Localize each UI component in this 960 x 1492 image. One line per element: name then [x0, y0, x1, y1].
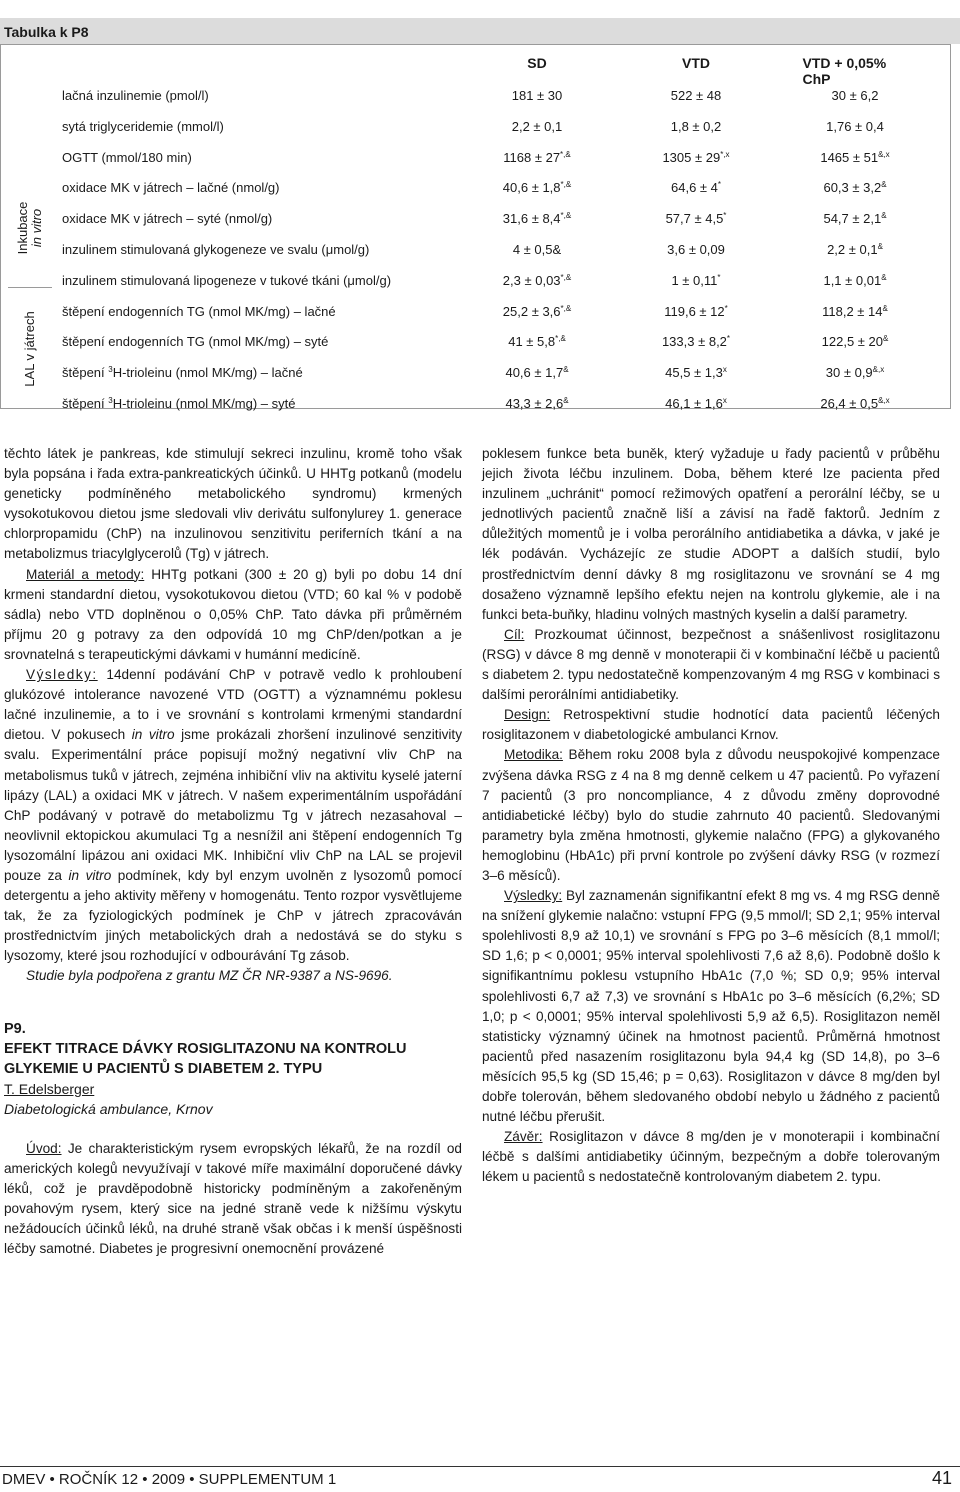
cell-chp [823, 180, 886, 195]
cell-sup: *,x [720, 150, 730, 159]
table-caption: Tabulka k P8 [4, 24, 89, 40]
left-column [4, 444, 462, 1259]
cell-sup: & [883, 334, 889, 343]
group-label-inkubace [16, 202, 44, 255]
cell-vtd [671, 119, 722, 134]
abstract-title: EFEKT TITRACE DÁVKY ROSIGLITAZONU NA KONTROLU GLYKEMIE U PACIENTŮ S DIABETEM 2. TYPU [4, 1040, 407, 1077]
cell-sup: * [724, 304, 728, 313]
group-line1: LAL v játrech [22, 311, 37, 387]
intro-section [4, 1139, 462, 1260]
cell-value: 26,4 ± 0,5 [820, 396, 879, 411]
cell-value: 40,6 ± 1,7 [505, 365, 564, 380]
row-label-text: oxidace MK v játrech – lačné (nmol/g) [62, 180, 280, 195]
cell-value: 54,7 ± 2,1 [823, 211, 882, 226]
cell-vtd [667, 242, 725, 257]
cell-sup: *,& [560, 150, 571, 159]
row-label-text: OGTT (mmol/180 min) [62, 150, 192, 165]
cell-sup: * [726, 334, 731, 343]
intro-text: Je charakteristickým rysem evropských lékařů, že na rozdíl od amerických kolegů nevyužívají v takové míře maximální doporučené dávky léků, což je pravděpodobně historicky podmíněným a zakořeněným povahovým rysem, který sice na jedné straně vede k nižšímu výskytu nežádoucích účinků léků, na druhé straně však občas i k menší úspěšnosti léčby samotné. Diabetes je progresivní onemocnění provázené [4, 1140, 462, 1257]
row-label-text: štěpení endogenních TG (nmol MK/mg) – syté [62, 334, 329, 349]
row-label [62, 396, 296, 411]
cell-value: 1,8 ± 0,2 [670, 119, 722, 134]
cell-sd [503, 304, 571, 319]
aim-text: Prozkoumat účinnost, bezpečnost a snášenlivost rosiglitazonu (RSG) v dávce 8 mg denně v monoterapii či v kombinační léčbě u pacientů s diabetem 2. typu nedostatečně kompenzovaným 4 mg RSG v kombinaci s dalšími perorálními antidiabetiky. [482, 626, 940, 703]
cell-value: 133,3 ± 8,2 [661, 334, 727, 349]
cell-value: 1,76 ± 0,4 [826, 119, 884, 134]
header-vtd: VTD [682, 55, 710, 71]
row-label [62, 150, 192, 165]
group-label-lal [23, 311, 37, 386]
cell-vtd [671, 88, 722, 103]
results2-text: Byl zaznamenán signifikantní efekt 8 mg vs. 4 mg RSG denně na snížení glykemie nalačno: vstupní FPG (9,5 mmol/l; SD 2,1; 95% interval spolehlivosti 8,9 až 10,1) ve srovnání s FPG po 3–6 měsících (8,1 mmol/l; SD 1,6; p < 0,0001; 95% interval spolehlivosti 7,6 až 8,6). Podobně došlo k signifikantnímu poklesu vstupního HbA1c (7,0 %; SD 0,9; 95% interval spolehlivosti 6,7 až 7,3) ve srovnání s HbA1c po 3–6 měsících (6,2%; SD 1,0; p < 0,0001; 95% interval spolehlivosti 5,9 až 6,5). Rosiglitazon neměl statisticky významný účinek na hmotnost pacientů. Průměrná hmotnost pacientů před nasazením rosiglitazonu byla 94,4 kg (SD 14,8), po 3–6 měsících 95,5 kg (SD 15,46; p = 0,63). Rosiglitazon v dávce 8 mg/den byl dobře tolerován, během sledovaného období nebylo u žádného z pacientů nutné léčbu přerušit. [482, 888, 940, 1125]
cell-value: 2,3 ± 0,03 [502, 273, 561, 288]
cell-value: 30 ± 6,2 [831, 88, 879, 103]
cell-value: 119,6 ± 12 [664, 304, 725, 319]
right-column [482, 444, 940, 1187]
cell-value: 2,2 ± 0,1 [827, 242, 878, 257]
cell-sup: * [723, 211, 727, 220]
cell-value: 60,3 ± 3,2 [823, 180, 882, 195]
cell-sup: & [877, 242, 883, 251]
cell-sd [503, 150, 570, 165]
cell-sd [508, 334, 566, 349]
row-label [62, 88, 209, 103]
results-italic: in vitro [68, 867, 112, 883]
cell-sup: *,& [560, 180, 572, 189]
results-label: Výsledky: [26, 667, 98, 683]
cell-sup: *,& [555, 334, 566, 343]
row-label-text: inzulinem stimulovaná glykogeneze ve svalu (μmol/g) [62, 242, 370, 257]
conclusion-paragraph [482, 1127, 940, 1187]
design-paragraph [482, 705, 940, 745]
cell-value: 46,1 ± 1,6 [665, 396, 723, 411]
cell-chp [826, 119, 884, 134]
cell-vtd [662, 334, 730, 349]
methods-label: Materiál a metody: [26, 566, 145, 582]
cell-sd [503, 273, 571, 288]
row-label [62, 273, 391, 288]
continuation-paragraph: poklesem funkce beta buněk, který vyžaduje u řady pacientů v průběhu jejich života léčbu inzulinem. Doba, během které lze pacienta před inzulinem „uchránit“ pomocí režimových opatření a perorální léčby, se u jednotlivých pacientů značně liší a závisí na řadě faktorů. Jedním z důležitých momentů je i volba perorálního antidiabetika a dávka, v jaké je lék podáván. Vycházejíc ze studie ADOPT a dalších studií, bylo prostřednictvím denní dávky 8 mg rosiglitazonu ve srovnání se 4 mg dosaženo významně lepšího efektu nejen na kontrolu glykemie, ale i na funkci beta-buňky, hladinu volných mastných kyselin a další parametry. [482, 446, 940, 622]
cell-sup: &,x [878, 150, 890, 159]
group-divider [8, 287, 52, 288]
row-label [62, 304, 336, 319]
cell-sup: * [717, 180, 722, 189]
cell-value: 45,5 ± 1,3 [665, 365, 723, 380]
cell-sup: x [722, 396, 727, 405]
aim-label: Cíl: [504, 626, 525, 642]
cell-value: 122,5 ± 20 [821, 334, 884, 349]
cell-sd [505, 365, 568, 380]
results-paragraph [4, 665, 462, 966]
intro-paragraph: těchto látek je pankreas, kde stimulují sekreci inzulinu, kromě toho však byla popsána i řada extra-pankreatických účinků. U HHTg potkanů (modelu geneticky podmíněného metabolického syndromu) krmených vysokotukovou dietou jsme sledovali vliv derivátu sulfonylurey 1. generace chlorpropamidu (ChP) na inzulinovou senzitivitu periferních tkání a na metabolizmus triacylglycerolů (Tg) v játrech. [4, 446, 462, 562]
row-label [62, 334, 328, 349]
methods-paragraph [4, 565, 462, 665]
aim-paragraph [482, 625, 940, 705]
cell-value: 3,6 ± 0,09 [667, 242, 725, 257]
header-vtd-chp: VTD + 0,05% ChP [802, 55, 887, 87]
cell-sup: & [882, 304, 888, 313]
row-label-text: štěpení [62, 365, 109, 380]
results-italic: in vitro [131, 727, 175, 743]
row-label-sup: 3 [108, 365, 113, 374]
method-label: Metodika: [504, 747, 563, 763]
row-label [62, 119, 224, 134]
method-paragraph [482, 745, 940, 886]
cell-chp [827, 242, 883, 257]
cell-value: 1465 ± 51 [820, 150, 879, 165]
cell-value: 30 ± 0,9 [825, 365, 873, 380]
cell-sup: * [717, 273, 721, 282]
cell-value: 181 ± 30 [511, 88, 563, 103]
cell-sup: &,x [872, 365, 885, 374]
cell-chp [822, 304, 888, 319]
grant-note: Studie byla podpořena z grantu MZ ČR NR-9387 a NS-9696. [26, 968, 393, 984]
row-label [62, 242, 369, 257]
cell-value: 41 ± 5,8 [508, 334, 556, 349]
row-label [62, 180, 279, 195]
design-text: Retrospektivní studie hodnotící data pacientů léčených rosiglitazonem v diabetologické ambulanci Krnov. [482, 707, 940, 743]
cell-sup: *,& [560, 304, 572, 313]
cell-sup: *,& [560, 211, 572, 220]
cell-sd [512, 119, 563, 134]
group-line1: Inkubace [15, 201, 30, 255]
row-label [62, 211, 272, 226]
cell-vtd [666, 211, 727, 226]
cell-sd [503, 211, 571, 226]
cell-value: 25,2 ± 3,6 [502, 304, 561, 319]
cell-chp [820, 150, 889, 165]
cell-vtd [664, 304, 728, 319]
footer-rule [0, 1466, 960, 1467]
row-label-text: lačná inzulinemie (pmol/l) [62, 88, 209, 103]
cell-chp [822, 334, 889, 349]
cell-chp [826, 365, 884, 380]
cell-vtd [665, 365, 727, 380]
row-label-rest: H-trioleinu (nmol MK/mg) – syté [112, 396, 296, 411]
cell-value: 522 ± 48 [670, 88, 722, 103]
cell-value: 1,1 ± 0,01 [823, 273, 882, 288]
row-label-text: štěpení endogenních TG (nmol MK/mg) – lačné [62, 304, 336, 319]
cell-value: 118,2 ± 14 [822, 304, 883, 319]
design-label: Design: [504, 707, 551, 723]
cell-sup: & [881, 273, 887, 282]
conclusion-text: Rosiglitazon v dávce 8 mg/den je v monoterapii i kombinační léčbě s dalšími antidiabetiky účinným, bezpečným a dobře tolerovaným lékem u pacientů s nedostatečně kontrolovaným diabetem 2. typu. [482, 1129, 940, 1185]
row-label-text: štěpení [62, 396, 109, 411]
cell-sup: &,x [878, 396, 890, 405]
row-label [62, 365, 303, 380]
cell-vtd [662, 150, 729, 165]
method-text: Během roku 2008 byla z důvodu neuspokojivé kompenzace zvýšena dávka RSG z 4 na 8 mg denně celkem u 47 pacientů. Po vyřazení 7 pacientů (3 pro noncompliance, 4 z důvodu změny doprovodné antidiabetické léčby) bylo do studie zahrnuto 40 pacientů. Sledovanými parametry byla změna hmotnosti, glykemie nalačno (FPG) a glykovaného hemoglobinu (HbA1c) při první kontrole po zvýšení dávky RSG (v rozmezí 3–6 měsíců). [482, 747, 940, 883]
cell-vtd [671, 180, 721, 195]
methods-text: HHTg potkani (300 ± 20 g) byli po dobu 14 dní krmeni standardní dietou, vysokotukovou dietou (VTD; 60 kal % v podobě sádla) nebo VTD doplněnou o 0,05% ChP. Tato dávka při průměrném příjmu 20 g potravy za den odpovídá 10 mg ChP/den/potkan a je srovnatelná s terapeutickými dávkami v humánní medicíně. [4, 566, 462, 662]
cell-value: 40,6 ± 1,8 [502, 180, 561, 195]
cell-value: 57,7 ± 4,5 [665, 211, 724, 226]
journal-info: DMEV • ROČNÍK 12 • 2009 • SUPPLEMENTUM 1 [2, 1471, 337, 1488]
results2-label: Výsledky: [504, 888, 563, 904]
abstract-author: T. Edelsberger [4, 1080, 95, 1097]
results-text: podmínek, kdy byl enzym uvolněn z lysozomů pomocí detergentu a jeho aktivity měřeny v homogenátu. Tento rozpor vysvětlujeme tak, že za fyziologických podmínek je ChP v játrech zpracováván prostřednictvím jiných metabolických drah a nedostává se do styku s lysozomy, které jsou rozhodující v odbourávání Tg zásob. [4, 867, 462, 964]
cell-chp [823, 273, 886, 288]
cell-value: 4 ± 0,5& [512, 242, 562, 257]
cell-value: 31,6 ± 8,4 [502, 211, 561, 226]
cell-sup: & [563, 396, 569, 405]
cell-value: 2,2 ± 0,1 [511, 119, 563, 134]
cell-value: 1305 ± 29 [662, 150, 721, 165]
cell-value: 43,3 ± 2,6 [505, 396, 564, 411]
row-label-text: inzulinem stimulovaná lipogeneze v tukové tkáni (μmol/g) [62, 273, 392, 288]
conclusion-label: Závěr: [504, 1129, 543, 1145]
cell-sd [512, 88, 563, 103]
page-number: 41 [931, 1468, 952, 1488]
cell-vtd [665, 396, 727, 411]
row-label-sup: 3 [108, 396, 113, 405]
row-label-text: oxidace MK v játrech – syté (nmol/g) [62, 211, 273, 226]
cell-sd [513, 242, 561, 257]
abstract-number: P9. [4, 1020, 26, 1037]
cell-sup: & [563, 365, 569, 374]
cell-value: 1168 ± 27 [503, 150, 561, 165]
results2-paragraph [482, 886, 940, 1127]
abstract-affiliation: Diabetologická ambulance, Krnov [4, 1100, 213, 1117]
row-label-text: sytá triglyceridemie (mmol/l) [62, 119, 224, 134]
cell-sd [503, 180, 571, 195]
cell-chp [832, 88, 879, 103]
row-label-rest: H-trioleinu (nmol MK/mg) – lačné [112, 365, 303, 380]
results-text: jsme prokázali zhoršení inzulinové senzitivity svalu. Experimentální práce popisují možný negativní vliv ChP na metabolismus tuků v játrech, zejména inhibiční vliv na aktivitu kyselé jaterní lipázy (LAL) a oxidaci MK v játrech. V našem experimentálním uspořádání ChP podávaný v potravě do metabolizmu Tg v játrech nezasahoval – neovlivnil ektopickou akumulaci Tg a nesnížil ani štěpení endogenních Tg lysozomální lipázou ani oxidaci MK. Inhibiční vliv ChP na LAL se projevil pouze za [4, 727, 462, 883]
cell-sup: & [881, 211, 887, 220]
cell-sup: & [881, 180, 887, 189]
cell-value: 64,6 ± 4 [670, 180, 718, 195]
cell-sup: x [722, 365, 727, 374]
group-line2: in vitro [29, 208, 44, 248]
results-text: 14denní podávání ChP v potravě vedlo k prohloubení glukózové intolerance navozené VTD (OGTT) a významnému poklesu lačné inzulinemie, a to i ve srovnání s kontrolami krmenými standardní dietou. V pokusech [4, 667, 462, 743]
cell-vtd [671, 273, 720, 288]
cell-sd [505, 396, 568, 411]
cell-chp [820, 396, 889, 411]
cell-value: 1 ± 0,11 [671, 273, 718, 288]
cell-sup: *,& [560, 273, 572, 282]
header-sd: SD [527, 55, 547, 71]
caption-bar [0, 18, 960, 44]
cell-chp [823, 211, 886, 226]
intro-label: Úvod: [26, 1140, 62, 1156]
